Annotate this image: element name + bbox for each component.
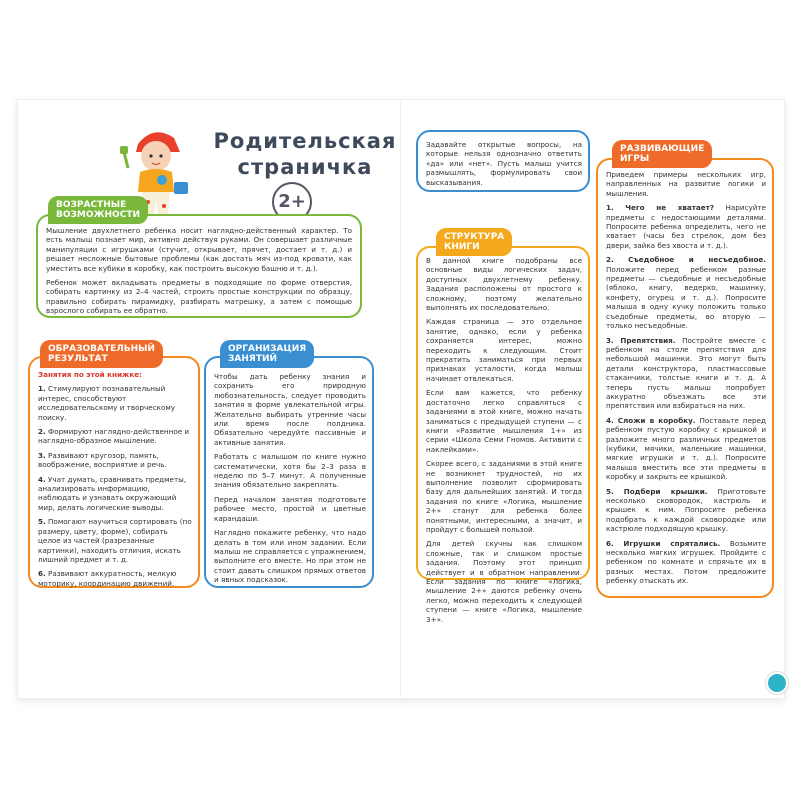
games-text xyxy=(606,170,766,591)
result-heading: Занятия по этой книжке: xyxy=(38,370,142,379)
games-tag: РАЗВИВАЮЩИЕ ИГРЫ xyxy=(612,140,712,168)
paragraph: Если вам кажется, что ребенку достаточно легко справляться с заданиями в этой книге, можно начать заниматься с предыдущей ступени — с книги «Развитие мышления 1+» из серии «Школа Семи Гномов. Активити с наклейками». xyxy=(426,388,582,454)
paragraph: Чтобы дать ребенку знания и сохранить его природную любознательность, следует проводить занятия в форме увлекательной игры. Желательно выбирать утренние часы или время после полдника. Обязательно чередуйте пассивные и активные занятия. xyxy=(214,372,366,447)
game-item: 5. Подбери крышки. Приготовьте несколько сковородок, кастрюль и крышек к ним. Попросите ребенка подобрать к каждой сковородке или кастрюле подходящую крышку. xyxy=(606,486,766,534)
paragraph: Работать с малышом по книге нужно систематически, хотя бы 2–3 раза в неделю по 5–7 минут. А полученные знания обязательно закреплять. xyxy=(214,452,366,490)
book-gutter xyxy=(400,100,401,698)
paragraph: В данной книге подобраны все основные виды логических задач, доступных двухлетнему ребенку. Задания расположены от простого к сложному, поэтому желательно выполнять их последовательно. xyxy=(426,256,582,313)
page-title xyxy=(212,128,398,180)
structure-text xyxy=(426,256,582,629)
organization-tag: ОРГАНИЗАЦИЯ ЗАНЯТИЙ xyxy=(220,340,314,368)
organization-text xyxy=(214,372,366,590)
donut-sticker-icon xyxy=(766,672,788,694)
result-item: 4. Учат думать, сравнивать предметы, анализировать информацию, наблюдать и узнавать окружающий мир, делать логические выводы. xyxy=(38,474,187,512)
title-line-2: страничка xyxy=(237,155,373,179)
game-item: 1. Чего не хватает? Нарисуйте предметы с недостающими деталями. Попросите ребенка определить, чего не хватает (часы без стрелок, дом без двери, зайка без хвоста и т. д.). xyxy=(606,203,766,250)
paragraph: Скорее всего, с заданиями в этой книге не возникнет трудностей, но их выполнение позволит сформировать базу для дальнейших занятий. И тогда задания по книге «Логика, мышление 2+» станут для ребенка более понятными, интересными, а значит, и пройдут с большей пользой. xyxy=(426,459,582,534)
games-intro: Приведем примеры нескольких игр, направленных на развитие логики и мышления. xyxy=(606,170,766,198)
result-item: 5. Помогают научиться сортировать (по размеру, цвету, форме), собирать целое из частей (разрезанные картинки), находить отличия, искать лишний предмет и т. д. xyxy=(38,517,192,564)
result-item: 6. Развивают аккуратность, мелкую моторику, координацию движений. xyxy=(38,569,177,588)
paragraph: Наглядно покажите ребенку, что надо делать в том или ином задании. Если малыш не справляется с упражнением, выполните его вместе. Но при этом не стоит давать слишком прямых ответов и явных подсказок. xyxy=(214,528,366,585)
result-item: 3. Развивают кругозор, память, воображение, восприятие и речь. xyxy=(38,450,167,470)
game-item: 3. Препятствия. Постройте вместе с ребенком на столе препятствия для небольшой машинки. Это могут быть детали конструктора, пластмассовые стаканчики, толстые книги и т. д. А теперь пусть малыш попробует аккуратно объезжать все эти препятствия или взбираться на них. xyxy=(606,335,766,411)
paragraph: Для детей скучны как слишком сложные, так и слишком простые задания. Поэтому этот принцип действует и в обратном направлении. Если задания по книге «Логика, мышление 2+» даются ребенку очень легко, можно переходить к следующей ступени — книге «Логика, мышление 3+». xyxy=(426,539,582,624)
paragraph: Мышление двухлетнего ребенка носит наглядно-действенный характер. То есть малыш познает мир, активно действуя руками. Он совершает различные манипуляции с игрушками (стучит, открывает, прячет, достает и т. д.) и решает несложные бытовые проблемы (как достать мяч из-под кровати, как уместить все кубики в коробку, как построить высокую башню и т. д.). xyxy=(46,226,352,273)
age-badge: 2+ xyxy=(272,182,312,222)
paragraph: Каждая страница — это отдельное занятие, однако, если у ребенка сохраняется интерес, можно переходить к следующим. Стоит прекратить заниматься при первых признаках усталости, когда малыш начинает отвлекаться. xyxy=(426,317,582,383)
questions-text: Задавайте открытые вопросы, на которые нельзя однозначно ответить «да» или «нет». Пусть малыш учится размышлять, формулировать свои высказывания. xyxy=(426,140,582,187)
educational-result-tag: ОБРАЗОВАТЕЛЬНЫЙ РЕЗУЛЬТАТ xyxy=(40,340,163,368)
result-item: 2. Формируют наглядно-действенное и наглядно-образное мышление. xyxy=(38,427,190,446)
title-line-1: Родительская xyxy=(213,129,397,153)
result-item: 1. Стимулируют познавательный интерес, способствуют исследовательскому и творческому поиску. xyxy=(38,384,176,422)
game-item: 2. Съедобное и несъедобное. Положите перед ребенком разные предметы — съедобные и несъедобные (яблоко, книгу, ведерко, машинку, конфету, огурец и т. д.). Попросите малыша в одну кучку положить только съедобные предметы, во вторую — только несъедобные. xyxy=(606,255,766,331)
games-list xyxy=(606,203,766,585)
paragraph: Ребенок может вкладывать предметы в подходящие по форме отверстия, собирать картинку из 2–4 частей, строить простые конструкции по образцу, правильно собирать пирамидку, разбирать матрешку, а затем с помощью взрослого собирать ее обратно. xyxy=(46,278,352,316)
structure-tag: СТРУКТУРА КНИГИ xyxy=(436,228,512,256)
game-item: 4. Сложи в коробку. Поставьте перед ребенком пустую коробку с крышкой и разложите много различных предметов (кубики, мячики, маленькие машинки, мягкие игрушки и т. д.). Попросите малыша вместить все эти предметы в коробку и закрыть ее крышкой. xyxy=(606,415,766,482)
game-item: 6. Игрушки спрятались. Возьмите несколько мягких игрушек. Пройдите с ребенком по комнате и спрячьте их в разных местах. Потом предложите ребенку отыскать их. xyxy=(606,538,766,586)
age-possibilities-text xyxy=(46,226,352,321)
age-possibilities-tag: ВОЗРАСТНЫЕ ВОЗМОЖНОСТИ xyxy=(48,196,148,224)
result-list xyxy=(38,384,192,588)
paragraph: Перед началом занятия подготовьте рабочее место, простой и цветные карандаши. xyxy=(214,494,366,523)
educational-result-text xyxy=(38,370,192,593)
